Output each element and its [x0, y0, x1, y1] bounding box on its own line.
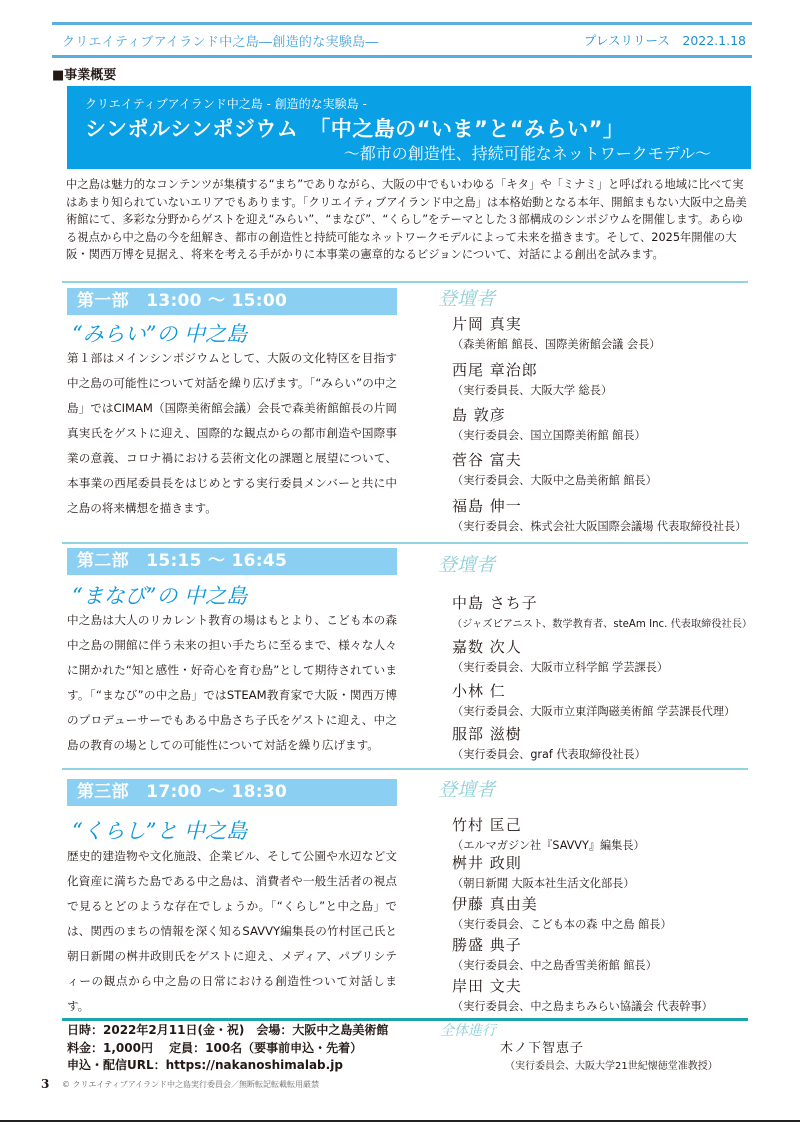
mc-heading: 全体進行: [440, 1023, 496, 1039]
speaker: [452, 359, 612, 398]
intro-divider: [62, 281, 748, 283]
part1-body: 第１部はメインシンポジウムとして、大阪の文化特区を目指す中之島の可能性について対話を繰り広げます。「“みらい”の中之島」ではCIMAM（国際美術館会議）会長で森美術館館長の片岡真実氏をゲストに迎え、国際的な観点からの都市創造や国際事業の意義、コロナ禍における芸術文化の課題と展望について、本事業の西尾委員長をはじめとする実行委員メンバーと共に中之島の将来構想を描きます。: [67, 351, 397, 515]
speaker-role: （実行委員会、こども本の森 中之島 館長）: [452, 918, 672, 931]
header-top-rule: [52, 22, 752, 25]
part2-title: “まなび”の 中之島: [72, 584, 248, 608]
speaker-name: 勝盛 典子: [452, 936, 522, 954]
speaker-name: 片岡 真実: [452, 315, 522, 333]
speaker-name: 嘉数 次人: [452, 638, 522, 656]
speaker: [452, 975, 713, 1014]
speaker-role: （実行委員会、国立国際美術館 館長）: [452, 429, 646, 442]
part2-body: 中之島は大人のリカレント教育の場はもとより、こども本の森 中之島の開館に伴う未来の担い手たちに至るまで、様々な人々に開かれた“知と感性・好奇心を育む島”として期待されています。「“まなび”の中之島」ではSTEAM教育家で大阪・関西万博のプロデューサーでもある中島さち子氏をゲストに迎え、中之島の教育の場としての可能性について対話を繰り広げます。: [67, 613, 397, 752]
speaker: [452, 723, 646, 762]
speaker: [452, 313, 661, 352]
title-banner: [67, 86, 751, 169]
part1-speakers-heading: 登壇者: [438, 288, 496, 310]
part3-speakers-heading: 登壇者: [438, 779, 496, 801]
speaker-role: （実行委員会、中之島香雪美術館 館長）: [452, 959, 657, 972]
speaker: [452, 680, 735, 719]
speaker-role: （エルマガジン社『SAVVY』編集長）: [452, 839, 645, 852]
part3-time-bar: 第三部 17:00 ～ 18:30: [67, 779, 397, 806]
info-divider: [62, 1018, 748, 1021]
section-label: ■事業概要: [52, 68, 117, 83]
part2-time-bar: 第二部 15:15 ～ 16:45: [67, 548, 397, 575]
speaker-name: 桝井 政則: [452, 854, 522, 872]
header-release-date: プレスリリース 2022.1.18: [583, 33, 746, 48]
speaker-role: （実行委員会、株式会社大阪国際会議場 代表取締役社長）: [452, 520, 747, 533]
speaker-name: 西尾 章治郎: [452, 361, 538, 379]
speaker-name: 服部 滋樹: [452, 725, 522, 743]
speaker-name: 竹村 匡己: [452, 816, 522, 834]
event-info: [67, 1022, 388, 1075]
speaker-role: （実行委員会、graf 代表取締役社長）: [452, 748, 646, 761]
speaker-name: 菅谷 富夫: [452, 451, 522, 469]
speaker-role: （実行委員会、大阪中之島美術館 館長）: [452, 474, 657, 487]
banner-tagline: ～都市の創造性、持続可能なネットワークモデル～: [343, 144, 711, 163]
speaker: [452, 934, 657, 973]
copyright-notice: © クリエイティブアイランド中之島実行委員会／無断転記転載転用厳禁: [62, 1080, 320, 1089]
event-url[interactable]: 申込・配信URL：https://nakanoshimalab.jp: [67, 1058, 343, 1072]
speaker-role: （実行委員長、大阪大学 総長）: [452, 384, 613, 397]
part3-body: 歴史的建造物や文化施設、企業ビル、そして公園や水辺など文化資産に満ちた島である中之島は、消費者や一般生活者の視点で見るとどのような存在でしょうか。「“くらし”と中之島」では、関西のまちの情報を深く知るSAVVY編集長の竹村匡己氏と朝日新聞の桝井政則氏をゲストに迎え、メディア、パブリシティーの観点から中之島の日常における創造性ついて対話します。: [67, 849, 397, 1013]
banner-subtitle: クリエイティブアイランド中之島 - 創造的な実験島 -: [85, 97, 367, 111]
mc-role: （実行委員会、大阪大学21世紀懐徳堂准教授）: [505, 1061, 718, 1072]
banner-title: シンポルシンポジウム 「中之島の“いま”と“みらい”」: [85, 117, 625, 141]
part2-speakers-heading: 登壇者: [438, 554, 496, 576]
speaker: [452, 495, 746, 534]
speaker-name: 岸田 文夫: [452, 977, 522, 995]
speaker-role: （実行委員会、大阪市立東洋陶磁美術館 学芸課長代理）: [452, 705, 736, 718]
speaker: [452, 814, 645, 853]
mc-name: 木ノ下智恵子: [500, 1041, 585, 1056]
speaker-role: （実行委員会、中之島まちみらい協議会 代表幹事）: [452, 1000, 713, 1013]
speaker-role: （朝日新聞 大阪本社生活文化部長）: [452, 877, 635, 890]
speaker-name: 福島 伸一: [452, 497, 522, 515]
speaker: [452, 636, 668, 675]
part1-divider: [62, 542, 748, 544]
part1-title: “みらい”の 中之島: [72, 322, 248, 346]
speaker-name: 伊藤 真由美: [452, 895, 538, 913]
speaker: [452, 852, 635, 891]
intro-paragraph: 中之島は魅力的なコンテンツが集積する“まち”でありながら、大阪の中でもいわゆる「キタ」や「ミナミ」と呼ばれる地域に比べて実はあまり知られていないエリアでもあります。「クリエイティブアイランド中之島」は本格始動となる本年、開館まもない大阪中之島美術館にて、多彩な分野からゲストを迎え“みらい”、“まなび”、“くらし”をテーマとした３部構成のシンポジウムを開催します。あらゆる視点から中之島の今を紐解き、都市の創造性と持続可能なネットワークモデルによって未来を描きます。そして、2025年開催の大阪・関西万博を見据え、将来を考える手がかりに本事業の憲章的なるビジョンについて、対話による創出を試みます。: [66, 178, 747, 262]
event-fee-capacity: 料金：1,000円 定員：100名（要事前申込・先着）: [67, 1040, 363, 1055]
speaker-role: （実行委員会、大阪市立科学館 学芸課長）: [452, 661, 669, 674]
part1-time-bar: 第一部 13:00 ～ 15:00: [67, 288, 397, 315]
speaker: [452, 449, 657, 488]
header-title: クリエイティブアイランド中之島―創造的な実験島―: [62, 35, 379, 50]
event-date-venue: 日時：2022年2月11日(金・祝) 会場：大阪中之島美術館: [67, 1023, 389, 1037]
page-bottom-rule: [0, 1120, 800, 1122]
part3-title: “くらし”と 中之島: [72, 819, 248, 843]
speaker-role: （森美術館 館長、国際美術館会議 会長）: [452, 338, 661, 351]
speaker-name: 小林 仁: [452, 682, 506, 700]
part2-divider: [62, 768, 748, 770]
speaker: [452, 893, 672, 932]
speaker-name: 中島 さち子: [452, 594, 538, 612]
speaker: [452, 404, 646, 443]
speaker: [452, 592, 752, 630]
header-bottom-rule: [52, 55, 752, 58]
page-number: 3: [41, 1077, 50, 1091]
speaker-name: 島 敦彦: [452, 406, 506, 424]
speaker-role: （ジャズピアニスト、数学教育者、steAm Inc. 代表取締役社長）: [452, 619, 753, 630]
